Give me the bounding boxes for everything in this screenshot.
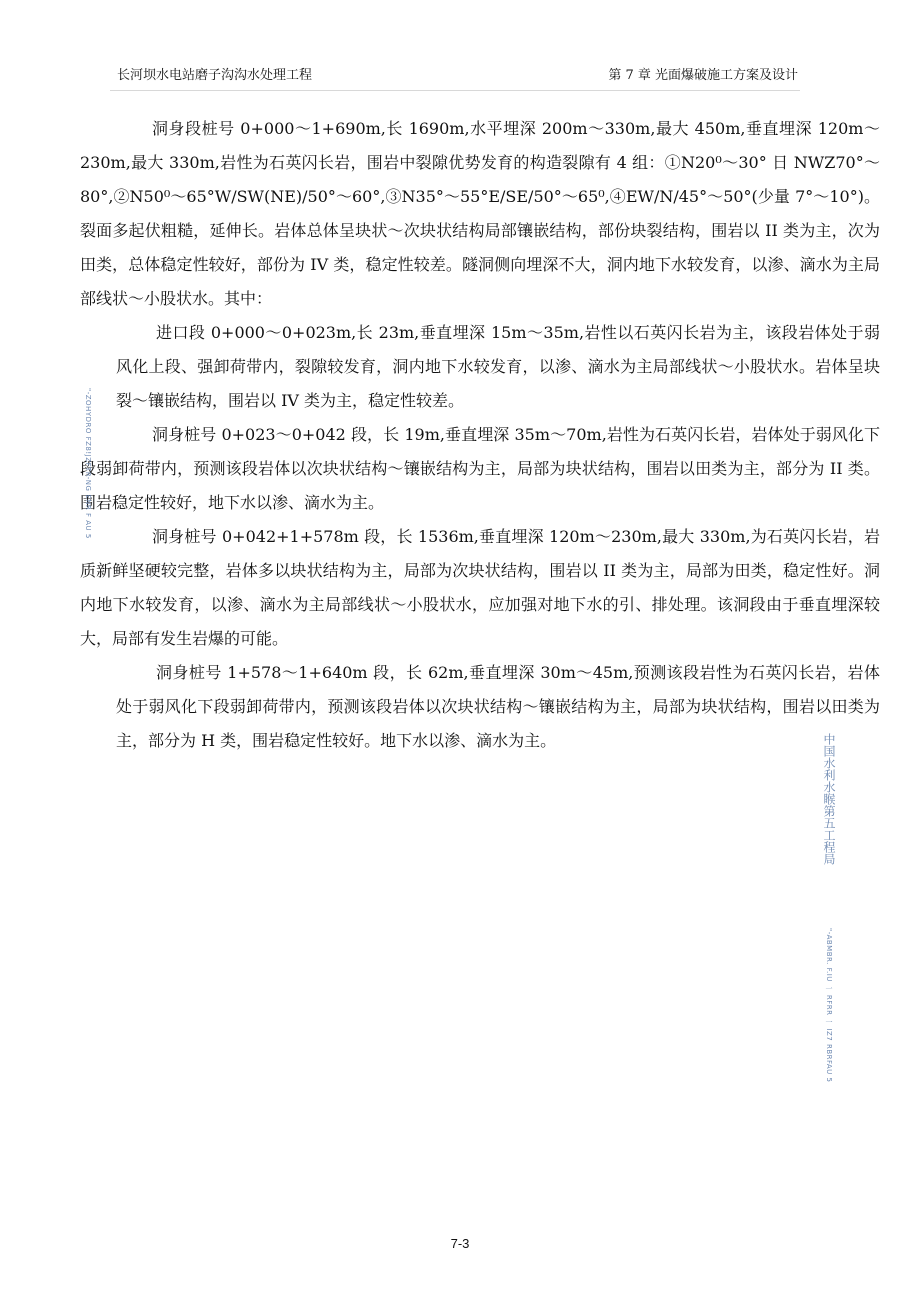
page-header-right: 第 7 章 光面爆破施工方案及设计 [608, 68, 798, 83]
side-stamp-right-org: 中国水利水睺第五工程局 [822, 733, 836, 865]
side-stamp-right-code: "-ABMBR. F.IU 一 RFRR 一 IZ7 RBRFAU 5 [825, 928, 833, 1083]
side-stamp-left-code: "-ZOHYDRO FZ8!JZFTR-NG ENR F AU 5 [84, 388, 92, 539]
paragraph-inlet-section: 进口段 0+000～0+023m,长 23m,垂直埋深 15m～35m,岩性以石英闪长岩为主，该段岩体处于弱风化上段、强卸荷带内，裂隙较发育，洞内地下水较发育，以渗、滴水为主局部线状～小股状水。岩体呈块裂～镶嵌结构，围岩以 IV 类为主，稳定性较差。 [116, 323, 880, 410]
paragraph-tunnel-overview: 洞身段桩号 0+000～1+690m,长 1690m,水平埋深 200m～330m,最大 450m,垂直埋深 120m～230m,最大 330m,岩性为石英闪长岩，围岩中裂隙优势发育的构造裂隙有 4 组：①N20⁰～30° 日 NWZ70°～80°,②N50⁰～65°W/SW(NE)/50°～60°,③N35°～55°E/SE/50°～65⁰,④EW/N/45°～50°(少量 7°～10°)。裂面多起伏粗糙，延伸长。岩体总体呈块状～次块状结构局部镶嵌结构，部份块裂结构，围岩以 II 类为主，次为田类，总体稳定性较好，部份为 IV 类，稳定性较差。隧洞侧向埋深不大，洞内地下水较发育，以渗、滴水为主局部线状～小股状水。其中： [80, 119, 880, 308]
paragraph-section-0023-0042: 洞身桩号 0+023～0+042 段，长 19m,垂直埋深 35m～70m,岩性为石英闪长岩，岩体处于弱风化下段弱卸荷带内，预测该段岩体以次块状结构～镶嵌结构为主，局部为块状结构，围岩以田类为主，部分为 II 类。围岩稳定性较好，地下水以渗、滴水为主。 [80, 425, 880, 512]
paragraph-section-0042-1578: 洞身桩号 0+042+1+578m 段，长 1536m,垂直埋深 120m～230m,最大 330m,为石英闪长岩，岩质新鲜坚硬较完整，岩体多以块状结构为主，局部为次块状结构，围岩以 II 类为主，局部为田类，稳定性好。洞内地下水较发育，以渗、滴水为主局部线状～小股状水，应加强对地下水的引、排处理。该洞段由于垂直埋深较大，局部有发生岩爆的可能。 [80, 527, 880, 648]
header-divider [110, 90, 800, 91]
paragraph-section-1578-1640: 洞身桩号 1+578～1+640m 段，长 62m,垂直埋深 30m～45m,预测该段岩性为石英闪长岩，岩体处于弱风化下段弱卸荷带内，预测该段岩体以次块状结构～镶嵌结构为主，局部为块状结构，围岩以田类为主，部分为 H 类，围岩稳定性较好。地下水以渗、滴水为主。 [116, 663, 880, 750]
document-body [80, 112, 880, 758]
page-header-left: 长河坝水电站磨子沟沟水处理工程 [117, 68, 313, 83]
page-number: 7-3 [450, 1236, 470, 1251]
